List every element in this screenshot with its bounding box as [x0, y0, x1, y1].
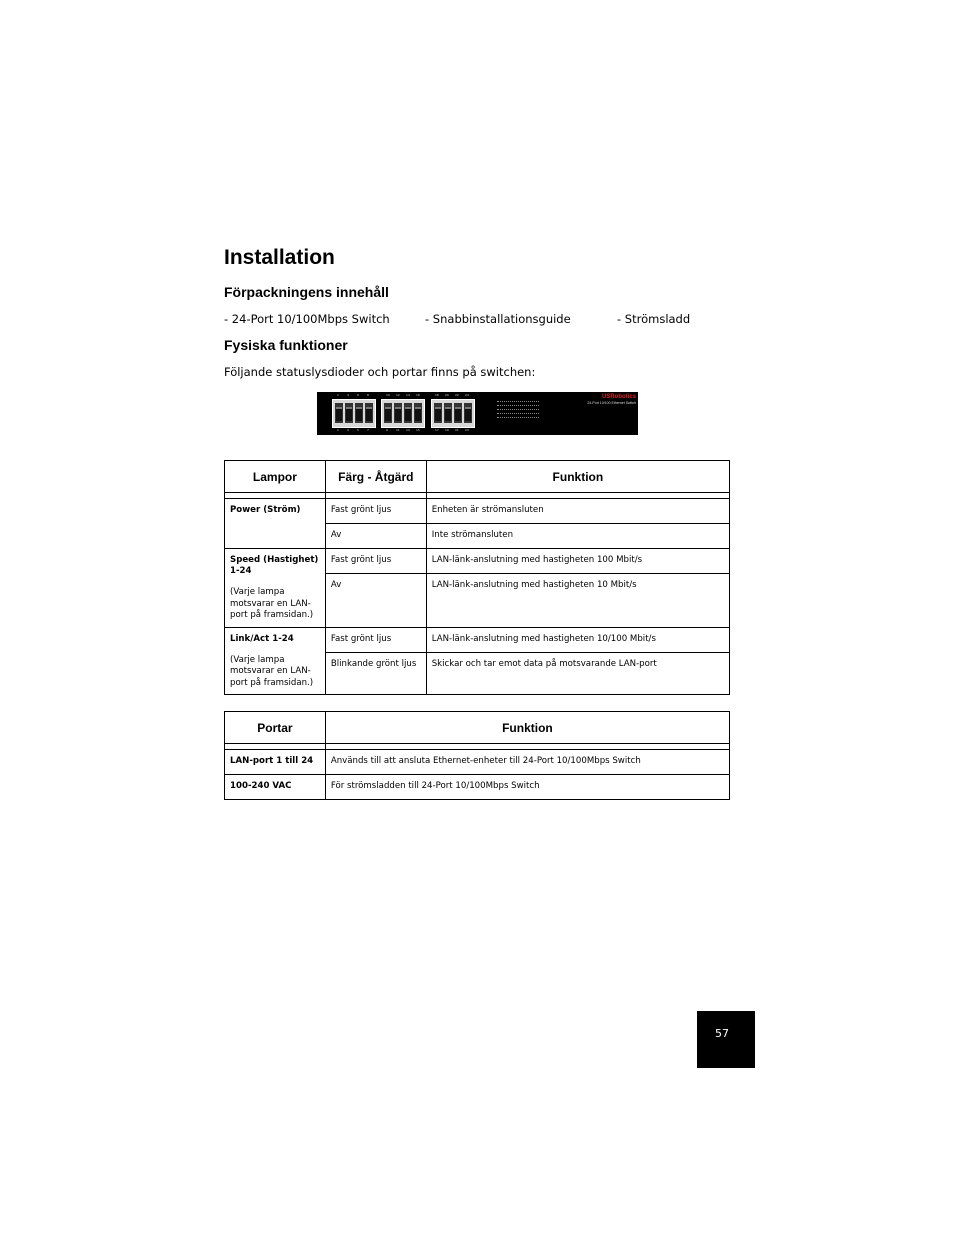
brand-logo: USRobotics [601, 394, 636, 400]
rj45-port-icon [335, 403, 343, 423]
port-number: 8 [367, 393, 369, 397]
port-number: 15 [416, 428, 420, 432]
rj45-port-icon [464, 403, 472, 423]
color-cell: Fast grönt ljus [325, 628, 426, 653]
rj45-port-icon [384, 403, 392, 423]
column-header: Färg - Åtgärd [325, 461, 426, 493]
physical-heading: Fysiska funktioner [224, 337, 348, 353]
led-table [224, 460, 730, 695]
table-row [225, 775, 730, 800]
lamp-cell [225, 628, 326, 695]
rj45-port-icon [355, 403, 363, 423]
rj45-port-icon [365, 403, 373, 423]
port-number: 21 [455, 428, 459, 432]
port-number: 2 [337, 393, 339, 397]
table-row [225, 628, 730, 653]
port-block [381, 399, 425, 428]
port-number: 20 [445, 393, 449, 397]
led-row [497, 401, 539, 403]
lamp-note: (Varje lampa motsvarar en LAN-port på framsidan.) [230, 655, 314, 688]
rj45-port-icon [394, 403, 402, 423]
package-item: - 24-Port 10/100Mbps Switch [224, 312, 390, 326]
port-number: 6 [357, 393, 359, 397]
function-cell: Enheten är strömansluten [426, 499, 729, 524]
port-number: 5 [357, 428, 359, 432]
led-row [497, 409, 539, 411]
lamp-name: Speed (Hastighet) 1-24 [230, 555, 319, 577]
port-number: 13 [406, 428, 410, 432]
port-number: 19 [445, 428, 449, 432]
function-cell: Skickar och tar emot data på motsvarande LAN-port [426, 653, 729, 695]
port-block [332, 399, 376, 428]
lamp-note: (Varje lampa motsvarar en LAN-port på framsidan.) [230, 587, 314, 620]
port-number: 23 [465, 428, 469, 432]
column-header: Funktion [426, 461, 729, 493]
port-number: 11 [396, 428, 400, 432]
function-cell: För strömsladden till 24-Port 10/100Mbps Switch [325, 775, 729, 800]
rj45-port-icon [404, 403, 412, 423]
table-row [225, 549, 730, 574]
port-number: 18 [435, 393, 439, 397]
port-number: 3 [347, 428, 349, 432]
port-number: 9 [386, 428, 388, 432]
port-number: 14 [406, 393, 410, 397]
table-header-row [225, 461, 730, 493]
table-row [225, 750, 730, 775]
port-number: 1 [337, 428, 339, 432]
port-number: 24 [465, 393, 469, 397]
port-number: 10 [386, 393, 390, 397]
function-cell: LAN-länk-anslutning med hastigheten 10/100 Mbit/s [426, 628, 729, 653]
led-row [497, 413, 539, 415]
function-cell: LAN-länk-anslutning med hastigheten 10 Mbit/s [426, 574, 729, 628]
package-item: - Snabbinstallationsguide [425, 312, 571, 326]
ports-table [224, 711, 730, 800]
port-number: 7 [367, 428, 369, 432]
page-title: Installation [224, 246, 335, 269]
port-cell: LAN-port 1 till 24 [225, 750, 326, 775]
lamp-name: Link/Act 1-24 [230, 634, 294, 644]
lamp-cell [225, 549, 326, 628]
package-heading: Förpackningens innehåll [224, 284, 389, 300]
port-number: 17 [435, 428, 439, 432]
color-cell: Blinkande grönt ljus [325, 653, 426, 695]
led-row [497, 405, 539, 407]
column-header: Lampor [225, 461, 326, 493]
switch-front-panel-illustration [317, 392, 638, 435]
lamp-name: Power (Ström) [230, 505, 301, 515]
rj45-port-icon [345, 403, 353, 423]
color-cell: Av [325, 574, 426, 628]
led-row [497, 417, 539, 419]
port-cell: 100-240 VAC [225, 775, 326, 800]
package-item: - Strömsladd [617, 312, 691, 326]
port-number: 16 [416, 393, 420, 397]
color-cell: Fast grönt ljus [325, 499, 426, 524]
column-header: Funktion [325, 712, 729, 744]
function-cell: Inte strömansluten [426, 524, 729, 549]
port-number: 22 [455, 393, 459, 397]
rj45-port-icon [434, 403, 442, 423]
page-number-box [697, 1011, 755, 1068]
page-number: 57 [715, 1027, 729, 1040]
device-name: 24-Port 10/100 Ethernet Switch [587, 401, 636, 405]
function-cell: Används till att ansluta Ethernet-enheter till 24-Port 10/100Mbps Switch [325, 750, 729, 775]
table-row [225, 499, 730, 524]
table-header-row [225, 712, 730, 744]
color-cell: Av [325, 524, 426, 549]
physical-intro: Följande statuslysdioder och portar finns på switchen: [224, 365, 536, 379]
port-number: 4 [347, 393, 349, 397]
rj45-port-icon [414, 403, 422, 423]
lamp-cell [225, 499, 326, 549]
port-number: 12 [396, 393, 400, 397]
column-header: Portar [225, 712, 326, 744]
color-cell: Fast grönt ljus [325, 549, 426, 574]
status-led-array [497, 400, 545, 424]
port-block [431, 399, 475, 428]
rj45-port-icon [454, 403, 462, 423]
function-cell: LAN-länk-anslutning med hastigheten 100 Mbit/s [426, 549, 729, 574]
rj45-port-icon [444, 403, 452, 423]
